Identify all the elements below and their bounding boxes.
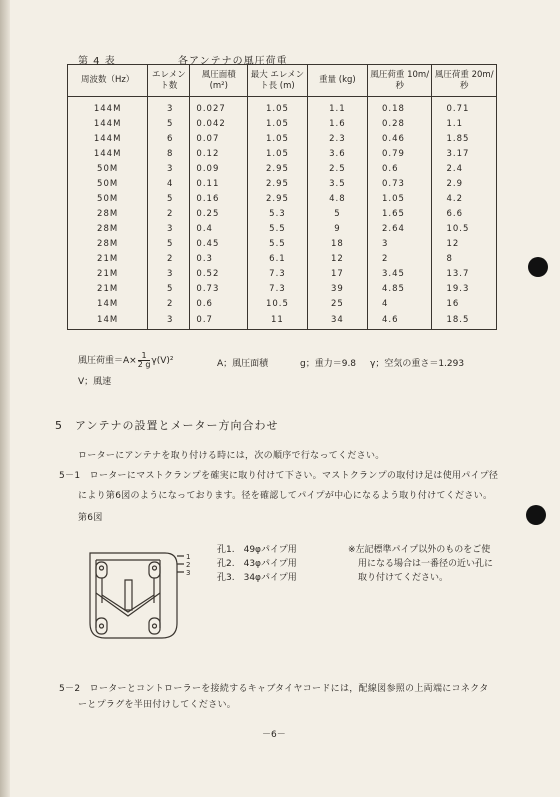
table-cell: 5 bbox=[148, 281, 190, 296]
table-title: 各アンテナの風圧荷重 bbox=[178, 56, 288, 67]
hole-item-3: 孔3. 34φパイプ用 bbox=[217, 573, 297, 583]
table-cell: 50M bbox=[68, 191, 148, 206]
table-cell: 0.7 bbox=[190, 311, 248, 330]
table-cell: 7.3 bbox=[248, 266, 308, 281]
table-cell: 0.027 bbox=[190, 97, 248, 117]
table-cell: 2.5 bbox=[307, 161, 367, 176]
table-cell: 6.1 bbox=[248, 251, 308, 266]
table-cell: 5.5 bbox=[248, 221, 308, 236]
formula-v-definition: V；風速 bbox=[78, 377, 112, 387]
table-cell: 4.2 bbox=[432, 191, 497, 206]
step-5-2-line-2: ーとプラグを半田付けしてください。 bbox=[78, 700, 237, 710]
table-cell: 2.4 bbox=[432, 161, 497, 176]
table-cell: 5 bbox=[148, 236, 190, 251]
table-cell: 13.7 bbox=[432, 266, 497, 281]
table-cell: 0.79 bbox=[368, 146, 432, 161]
pipe-note bbox=[348, 543, 493, 585]
table-cell: 144M bbox=[68, 131, 148, 146]
table-cell: 10.5 bbox=[248, 296, 308, 311]
table-header-row bbox=[68, 65, 497, 97]
table-label: 第 4 表 bbox=[78, 56, 116, 67]
header-wind-area: 風圧面積 (m²) bbox=[190, 65, 248, 97]
table-cell: 3 bbox=[148, 97, 190, 117]
table-row bbox=[68, 266, 497, 281]
table-cell: 4 bbox=[148, 176, 190, 191]
section-heading: 5 アンテナの設置とメーター方向合わせ bbox=[55, 419, 279, 432]
table-cell: 0.11 bbox=[190, 176, 248, 191]
table-cell: 21M bbox=[68, 266, 148, 281]
formula-fraction-numerator: 1 bbox=[138, 352, 151, 361]
table-cell: 5 bbox=[148, 191, 190, 206]
table-cell: 39 bbox=[307, 281, 367, 296]
table-cell: 144M bbox=[68, 116, 148, 131]
table-cell: 4.8 bbox=[307, 191, 367, 206]
table-cell: 28M bbox=[68, 221, 148, 236]
header-weight: 重量 (kg) bbox=[307, 65, 367, 97]
table-row bbox=[68, 251, 497, 266]
table-cell: 8 bbox=[432, 251, 497, 266]
table-row bbox=[68, 191, 497, 206]
table-cell: 11 bbox=[248, 311, 308, 330]
wind-load-table bbox=[67, 64, 497, 330]
table-cell: 18 bbox=[307, 236, 367, 251]
table-cell: 5.5 bbox=[248, 236, 308, 251]
table-cell: 28M bbox=[68, 236, 148, 251]
punch-hole-upper bbox=[528, 257, 548, 277]
table-cell: 0.73 bbox=[190, 281, 248, 296]
table-cell: 1.1 bbox=[307, 97, 367, 117]
table-cell: 2.3 bbox=[307, 131, 367, 146]
table-row bbox=[68, 116, 497, 131]
formula-rhs: γ(V)² bbox=[151, 356, 174, 366]
table-cell: 2.64 bbox=[368, 221, 432, 236]
table-cell: 0.07 bbox=[190, 131, 248, 146]
table-row bbox=[68, 236, 497, 251]
table-cell: 10.5 bbox=[432, 221, 497, 236]
table-cell: 2.95 bbox=[248, 191, 308, 206]
wind-load-formula bbox=[78, 352, 174, 369]
table-cell: 3.17 bbox=[432, 146, 497, 161]
table-cell: 1.1 bbox=[432, 116, 497, 131]
note-line-2: 用になる場合は一番径の近い孔に bbox=[358, 559, 494, 569]
table-cell: 3.5 bbox=[307, 176, 367, 191]
table-cell: 0.09 bbox=[190, 161, 248, 176]
header-wind-load-20: 風圧荷重 20m/秒 bbox=[432, 65, 497, 97]
table-cell: 2 bbox=[148, 251, 190, 266]
table-cell: 50M bbox=[68, 176, 148, 191]
table-cell: 14M bbox=[68, 296, 148, 311]
table-cell: 21M bbox=[68, 281, 148, 296]
table-cell: 0.3 bbox=[190, 251, 248, 266]
diagram-mark-2: 2 bbox=[186, 561, 191, 569]
table-cell: 21M bbox=[68, 251, 148, 266]
table-cell: 0.12 bbox=[190, 146, 248, 161]
table-cell: 0.52 bbox=[190, 266, 248, 281]
table-cell: 3 bbox=[148, 161, 190, 176]
table-cell: 19.3 bbox=[432, 281, 497, 296]
table-cell: 4 bbox=[368, 296, 432, 311]
table-cell: 1.05 bbox=[248, 97, 308, 117]
page-number: －6－ bbox=[262, 730, 286, 740]
table-cell: 8 bbox=[148, 146, 190, 161]
table-cell: 6 bbox=[148, 131, 190, 146]
table-cell: 2.95 bbox=[248, 176, 308, 191]
table-cell: 3 bbox=[148, 221, 190, 236]
figure-label: 第6図 bbox=[78, 513, 103, 523]
paper-edge bbox=[0, 0, 10, 797]
table-cell: 1.05 bbox=[248, 146, 308, 161]
table-cell: 0.4 bbox=[190, 221, 248, 236]
table-cell: 6.6 bbox=[432, 206, 497, 221]
table-cell: 3 bbox=[368, 236, 432, 251]
table-cell: 0.6 bbox=[190, 296, 248, 311]
table-cell: 25 bbox=[307, 296, 367, 311]
formula-fraction-denominator: 2 g bbox=[137, 360, 151, 369]
diagram-mark-1: 1 bbox=[186, 553, 191, 561]
table-cell: 0.73 bbox=[368, 176, 432, 191]
table-cell: 0.28 bbox=[368, 116, 432, 131]
table-cell: 17 bbox=[307, 266, 367, 281]
hole-item-1: 孔1. 49φパイプ用 bbox=[217, 545, 297, 555]
punch-hole-lower bbox=[526, 505, 546, 525]
table-cell: 34 bbox=[307, 311, 367, 330]
table-cell: 28M bbox=[68, 206, 148, 221]
table-cell: 0.18 bbox=[368, 97, 432, 117]
header-frequency: 周波数（Hz） bbox=[68, 65, 148, 97]
table-cell: 2 bbox=[368, 251, 432, 266]
table-cell: 4.6 bbox=[368, 311, 432, 330]
table-row bbox=[68, 161, 497, 176]
table-row bbox=[68, 131, 497, 146]
table-cell: 9 bbox=[307, 221, 367, 236]
table-row bbox=[68, 281, 497, 296]
table-cell: 3 bbox=[148, 311, 190, 330]
table-cell: 0.042 bbox=[190, 116, 248, 131]
header-elements: エレメント数 bbox=[148, 65, 190, 97]
table-cell: 1.05 bbox=[248, 131, 308, 146]
table-cell: 1.85 bbox=[432, 131, 497, 146]
table-row bbox=[68, 146, 497, 161]
header-wind-load-10: 風圧荷重 10m/秒 bbox=[368, 65, 432, 97]
header-max-element-length: 最大 エレメント長 (m) bbox=[248, 65, 308, 97]
table-cell: 3 bbox=[148, 266, 190, 281]
table-cell: 2 bbox=[148, 206, 190, 221]
table-row bbox=[68, 176, 497, 191]
table-cell: 1.05 bbox=[368, 191, 432, 206]
table-cell: 144M bbox=[68, 146, 148, 161]
table-cell: 12 bbox=[432, 236, 497, 251]
table-row bbox=[68, 296, 497, 311]
table-cell: 2.95 bbox=[248, 161, 308, 176]
table-cell: 2.9 bbox=[432, 176, 497, 191]
diagram-mark-3: 3 bbox=[186, 569, 191, 577]
formula-fraction bbox=[138, 352, 151, 369]
table-cell: 3.45 bbox=[368, 266, 432, 281]
section-intro: ローターにアンテナを取り付ける時には，次の順序で行なってください。 bbox=[78, 451, 385, 461]
step-5-1-line-1: 5－1 ローターにマストクランプを確実に取り付けて下さい。マストクランプの取付け足は使用パイプ径 bbox=[59, 471, 499, 481]
formula-lhs: 風圧荷重＝A× bbox=[78, 356, 137, 366]
table-cell: 7.3 bbox=[248, 281, 308, 296]
table-row bbox=[68, 206, 497, 221]
table-cell: 16 bbox=[432, 296, 497, 311]
table-row bbox=[68, 97, 497, 117]
table-cell: 50M bbox=[68, 161, 148, 176]
table-cell: 5.3 bbox=[248, 206, 308, 221]
table-cell: 0.71 bbox=[432, 97, 497, 117]
table-row bbox=[68, 221, 497, 236]
hole-item-2: 孔2. 43φパイプ用 bbox=[217, 559, 297, 569]
hole-size-list bbox=[217, 543, 297, 585]
table-cell: 14M bbox=[68, 311, 148, 330]
table-cell: 5 bbox=[307, 206, 367, 221]
table-cell: 3.6 bbox=[307, 146, 367, 161]
formula-gamma-definition: γ；空気の重さ＝1.293 bbox=[370, 359, 465, 369]
formula-a-definition: A；風圧面積 bbox=[217, 359, 269, 369]
table-cell: 0.45 bbox=[190, 236, 248, 251]
table-cell: 0.16 bbox=[190, 191, 248, 206]
step-5-1-line-2: により第6図のようになっております。径を確認してパイプが中心になるよう取り付けてください。 bbox=[78, 491, 493, 501]
table-cell: 0.46 bbox=[368, 131, 432, 146]
mast-clamp-diagram bbox=[80, 548, 195, 648]
formula-g-definition: g；重力＝9.8 bbox=[300, 359, 357, 369]
table-cell: 1.65 bbox=[368, 206, 432, 221]
table-row bbox=[68, 311, 497, 330]
table-cell: 5 bbox=[148, 116, 190, 131]
table-cell: 12 bbox=[307, 251, 367, 266]
step-5-2-line-1: 5－2 ローターとコントローラーを接続するキャブタイヤコードには，配線図参照の上両端にコネクタ bbox=[59, 684, 489, 694]
table-cell: 0.25 bbox=[190, 206, 248, 221]
table-cell: 0.6 bbox=[368, 161, 432, 176]
table-cell: 1.05 bbox=[248, 116, 308, 131]
table-cell: 18.5 bbox=[432, 311, 497, 330]
table-cell: 2 bbox=[148, 296, 190, 311]
table-body bbox=[68, 97, 497, 330]
table-cell: 144M bbox=[68, 97, 148, 117]
note-line-1: ※左記標準パイプ以外のものをご使 bbox=[348, 545, 491, 555]
table-cell: 4.85 bbox=[368, 281, 432, 296]
table-cell: 1.6 bbox=[307, 116, 367, 131]
note-line-3: 取り付けてください。 bbox=[358, 573, 449, 583]
